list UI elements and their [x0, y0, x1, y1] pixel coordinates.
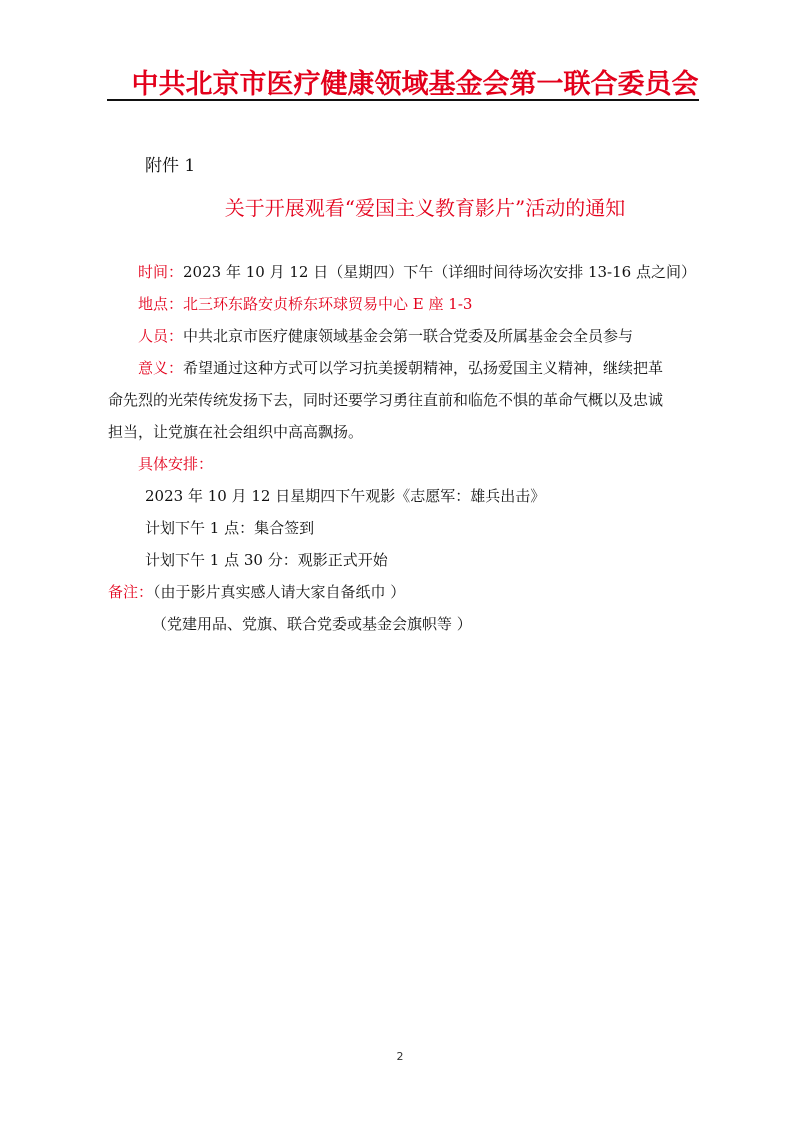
meaning-label: 意义： [138, 359, 184, 377]
time-line [138, 262, 696, 282]
note-line-2 [152, 614, 472, 634]
note-line-1 [108, 582, 405, 602]
meaning-text-3: 担当，让党旗在社会组织中高高飘扬。 [108, 423, 364, 441]
people-line [138, 326, 633, 346]
time-label: 时间： [138, 263, 184, 281]
note-text-2: （党建用品、党旗、联合党委或基金会旗帜等 ） [152, 615, 472, 633]
meaning-text-1: 希望通过这种方式可以学习抗美援朝精神，弘扬爱国主义精神，继续把革 [183, 359, 664, 377]
organization-title: 中共北京市医疗健康领域基金会第一联合委员会 [131, 69, 699, 100]
people-label: 人员： [138, 327, 184, 345]
meaning-line-1 [138, 358, 663, 378]
place-line [138, 294, 472, 314]
arrangement-heading [138, 454, 213, 474]
attachment-label: 附件 1 [145, 156, 196, 176]
time-value: 2023 年 10 月 12 日（星期四）下午（详细时间待场次安排 13-16 点之间） [183, 263, 696, 281]
place-label: 地点： [138, 295, 184, 313]
notice-title: 关于开展观看“爱国主义教育影片”活动的通知 [224, 196, 626, 220]
arrangement-item [145, 486, 545, 506]
people-value: 中共北京市医疗健康领域基金会第一联合党委及所属基金会全员参与 [183, 327, 634, 345]
header-divider [107, 99, 699, 101]
arrangement-item-text: 计划下午 1 点 30 分：观影正式开始 [145, 551, 388, 569]
meaning-text-2: 命先烈的光荣传统发扬下去，同时还要学习勇往直前和临危不惧的革命气概以及忠诚 [108, 391, 664, 409]
arrangement-label: 具体安排： [138, 455, 214, 473]
arrangement-item-text: 计划下午 1 点：集合签到 [145, 519, 315, 537]
place-value: 北三环东路安贞桥东环球贸易中心 E 座 1-3 [183, 295, 473, 313]
note-text-1: （由于影片真实感人请大家自备纸巾 ） [153, 583, 406, 601]
arrangement-item-text: 2023 年 10 月 12 日星期四下午观影《志愿军：雄兵出击》 [145, 487, 546, 505]
arrangement-item [145, 518, 314, 538]
meaning-line-2 [108, 390, 663, 410]
page-number: 2 [396, 1050, 404, 1063]
arrangement-item [145, 550, 388, 570]
note-label: 备注： [108, 583, 154, 601]
meaning-line-3 [108, 422, 363, 442]
